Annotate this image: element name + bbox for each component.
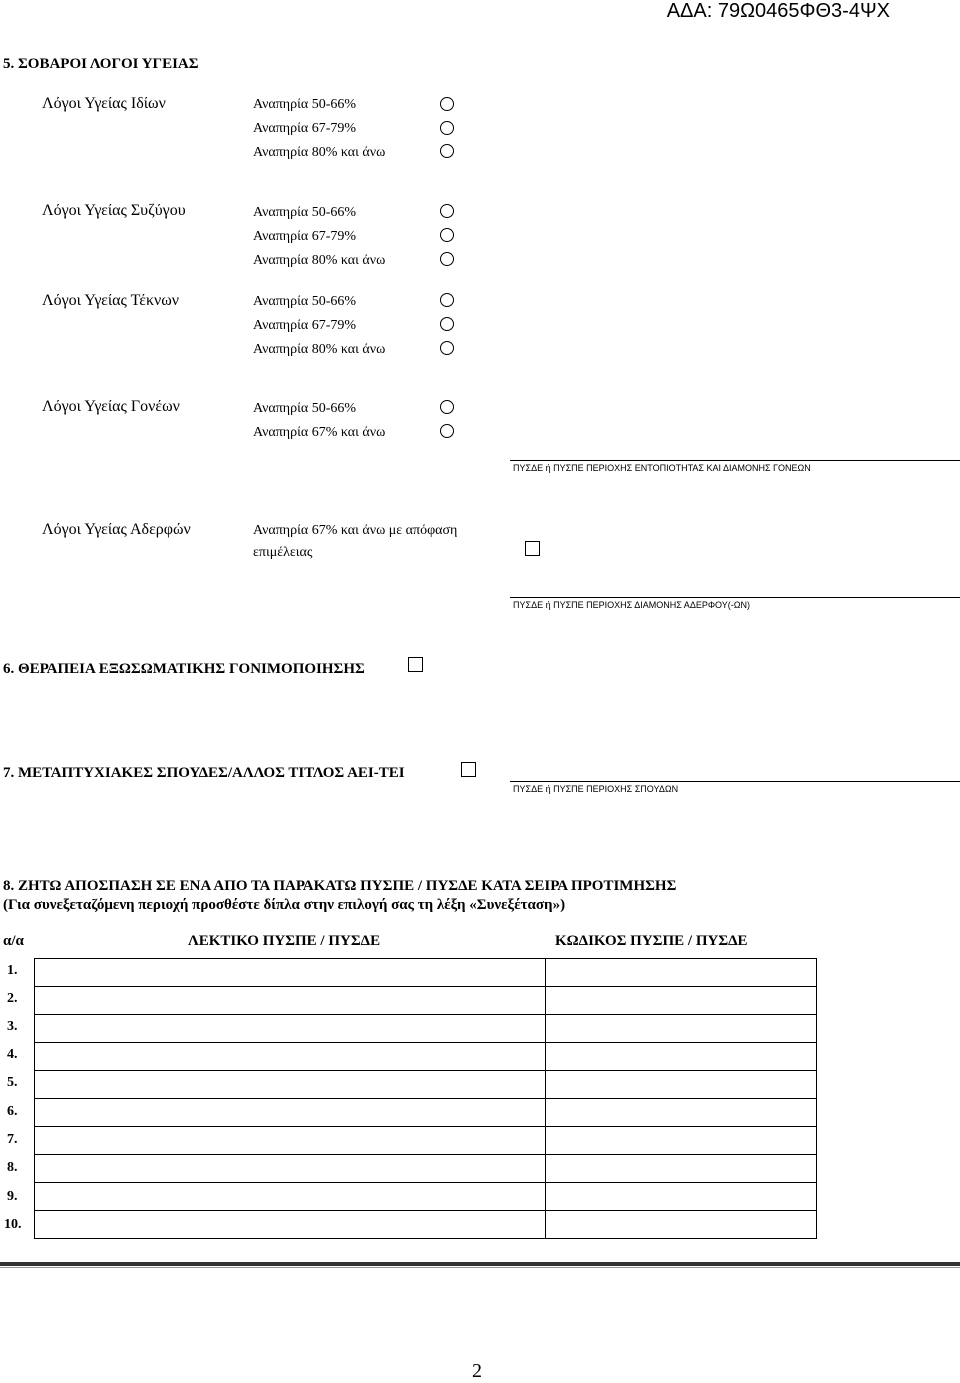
table-row bbox=[35, 959, 817, 987]
row-number: 2. bbox=[7, 991, 18, 1006]
column-header-num: α/α bbox=[3, 933, 24, 949]
checkbox-ivf[interactable] bbox=[408, 657, 423, 672]
studies-area-field[interactable] bbox=[510, 781, 960, 782]
row-number: 1. bbox=[7, 963, 18, 978]
section-8-subtitle: (Για συνεξεταζόμενη περιοχή προσθέστε δίπλα στην επιλογή σας τη λέξη «Συνεξέταση») bbox=[3, 897, 566, 913]
option-label: Αναπηρία 67-79% bbox=[253, 229, 357, 244]
row-number: 4. bbox=[7, 1047, 18, 1062]
row-number: 6. bbox=[7, 1104, 18, 1119]
area-code-cell[interactable] bbox=[546, 1071, 817, 1099]
radio-children-50-66[interactable] bbox=[440, 293, 454, 307]
section-8-title: 8. ΖΗΤΩ ΑΠΟΣΠΑΣΗ ΣΕ ΕΝΑ ΑΠΟ ΤΑ ΠΑΡΑΚΑΤΩ ΠΥΣΠΕ / ΠΥΣΔΕ ΚΑΤΑ ΣΕΙΡΑ ΠΡΟΤΙΜΗΣΗΣ bbox=[3, 878, 677, 894]
area-name-cell[interactable] bbox=[35, 1043, 546, 1071]
column-header-code: ΚΩΔΙΚΟΣ ΠΥΣΠΕ / ΠΥΣΔΕ bbox=[555, 933, 748, 949]
option-label: Αναπηρία 50-66% bbox=[253, 97, 357, 112]
page-number: 2 bbox=[472, 1360, 482, 1382]
area-code-cell[interactable] bbox=[546, 1043, 817, 1071]
option-label: Αναπηρία 50-66% bbox=[253, 294, 357, 309]
option-label: Αναπηρία 80% και άνω bbox=[253, 253, 386, 268]
area-code-cell[interactable] bbox=[546, 1183, 817, 1211]
option-label: Αναπηρία 50-66% bbox=[253, 401, 357, 416]
siblings-option-line2: επιμέλειας bbox=[253, 545, 313, 560]
table-row bbox=[35, 1015, 817, 1043]
page-divider-shadow bbox=[0, 1267, 960, 1268]
radio-children-67-79[interactable] bbox=[440, 317, 454, 331]
table-row bbox=[35, 1043, 817, 1071]
siblings-option-line1: Αναπηρία 67% και άνω με απόφαση bbox=[253, 523, 458, 538]
area-code-cell[interactable] bbox=[546, 1211, 817, 1239]
ada-code: ΑΔΑ: 79Ω0465ΦΘ3-4ΨΧ bbox=[666, 0, 890, 22]
checkbox-siblings[interactable] bbox=[525, 541, 540, 556]
siblings-area-field[interactable] bbox=[510, 597, 960, 598]
row-number: 3. bbox=[7, 1019, 18, 1034]
column-header-name: ΛΕΚΤΙΚΟ ΠΥΣΠΕ / ΠΥΣΔΕ bbox=[188, 933, 381, 949]
option-label: Αναπηρία 67% και άνω bbox=[253, 425, 386, 440]
group-own-label: Λόγοι Υγείας Ιδίων bbox=[42, 95, 166, 112]
area-name-cell[interactable] bbox=[35, 959, 546, 987]
area-code-cell[interactable] bbox=[546, 1015, 817, 1043]
radio-spouse-80-plus[interactable] bbox=[440, 252, 454, 266]
radio-children-80-plus[interactable] bbox=[440, 341, 454, 355]
table-row bbox=[35, 1183, 817, 1211]
area-name-cell[interactable] bbox=[35, 1183, 546, 1211]
area-name-cell[interactable] bbox=[35, 1015, 546, 1043]
section-5-title: 5. ΣΟΒΑΡΟΙ ΛΟΓΟΙ ΥΓΕΙΑΣ bbox=[3, 56, 199, 72]
group-children-label: Λόγοι Υγείας Τέκνων bbox=[42, 292, 180, 309]
radio-parents-67-plus[interactable] bbox=[440, 424, 454, 438]
option-label: Αναπηρία 67-79% bbox=[253, 318, 357, 333]
radio-own-50-66[interactable] bbox=[440, 97, 454, 111]
option-label: Αναπηρία 80% και άνω bbox=[253, 145, 386, 160]
area-name-cell[interactable] bbox=[35, 1071, 546, 1099]
row-number: 5. bbox=[7, 1075, 18, 1090]
group-siblings-label: Λόγοι Υγείας Αδερφών bbox=[42, 521, 191, 538]
radio-spouse-67-79[interactable] bbox=[440, 228, 454, 242]
row-number: 10. bbox=[4, 1217, 22, 1232]
area-code-cell[interactable] bbox=[546, 1127, 817, 1155]
radio-own-80-plus[interactable] bbox=[440, 144, 454, 158]
checkbox-postgrad[interactable] bbox=[461, 762, 476, 777]
area-name-cell[interactable] bbox=[35, 1155, 546, 1183]
area-name-cell[interactable] bbox=[35, 1099, 546, 1127]
option-label: Αναπηρία 67-79% bbox=[253, 121, 357, 136]
area-name-cell[interactable] bbox=[35, 1211, 546, 1239]
radio-own-67-79[interactable] bbox=[440, 121, 454, 135]
section-6-title: 6. ΘΕΡΑΠΕΙΑ ΕΞΩΣΩΜΑΤΙΚΗΣ ΓΟΝΙΜΟΠΟΙΗΣΗΣ bbox=[3, 661, 365, 677]
section-7-title: 7. ΜΕΤΑΠΤΥΧΙΑΚΕΣ ΣΠΟΥΔΕΣ/ΑΛΛΟΣ ΤΙΤΛΟΣ ΑΕΙ-ΤΕΙ bbox=[3, 765, 405, 781]
area-code-cell[interactable] bbox=[546, 959, 817, 987]
table-row bbox=[35, 1127, 817, 1155]
radio-spouse-50-66[interactable] bbox=[440, 204, 454, 218]
table-row bbox=[35, 1155, 817, 1183]
area-code-cell[interactable] bbox=[546, 1155, 817, 1183]
area-code-cell[interactable] bbox=[546, 987, 817, 1015]
radio-parents-50-66[interactable] bbox=[440, 400, 454, 414]
table-row bbox=[35, 1211, 817, 1239]
row-number: 7. bbox=[7, 1132, 18, 1147]
preferences-table bbox=[34, 958, 817, 1239]
row-number: 8. bbox=[7, 1160, 18, 1175]
studies-area-field-label: ΠΥΣΔΕ ή ΠΥΣΠΕ ΠΕΡΙΟΧΗΣ ΣΠΟΥΔΩΝ bbox=[513, 784, 679, 794]
group-parents-label: Λόγοι Υγείας Γονέων bbox=[42, 398, 180, 415]
table-row bbox=[35, 1099, 817, 1127]
parents-area-field[interactable] bbox=[510, 460, 960, 461]
parents-area-field-label: ΠΥΣΔΕ ή ΠΥΣΠΕ ΠΕΡΙΟΧΗΣ ΕΝΤΟΠΙΟΤΗΤΑΣ ΚΑΙ ΔΙΑΜΟΝΗΣ ΓΟΝΕΩΝ bbox=[513, 463, 811, 473]
area-name-cell[interactable] bbox=[35, 1127, 546, 1155]
table-row bbox=[35, 987, 817, 1015]
page-divider bbox=[0, 1262, 960, 1266]
option-label: Αναπηρία 50-66% bbox=[253, 205, 357, 220]
group-spouse-label: Λόγοι Υγείας Συζύγου bbox=[42, 202, 186, 219]
table-row bbox=[35, 1071, 817, 1099]
option-label: Αναπηρία 80% και άνω bbox=[253, 342, 386, 357]
area-code-cell[interactable] bbox=[546, 1099, 817, 1127]
siblings-area-field-label: ΠΥΣΔΕ ή ΠΥΣΠΕ ΠΕΡΙΟΧΗΣ ΔΙΑΜΟΝΗΣ ΑΔΕΡΦΟΥ(-ΩΝ) bbox=[513, 600, 750, 610]
area-name-cell[interactable] bbox=[35, 987, 546, 1015]
row-number: 9. bbox=[7, 1189, 18, 1204]
